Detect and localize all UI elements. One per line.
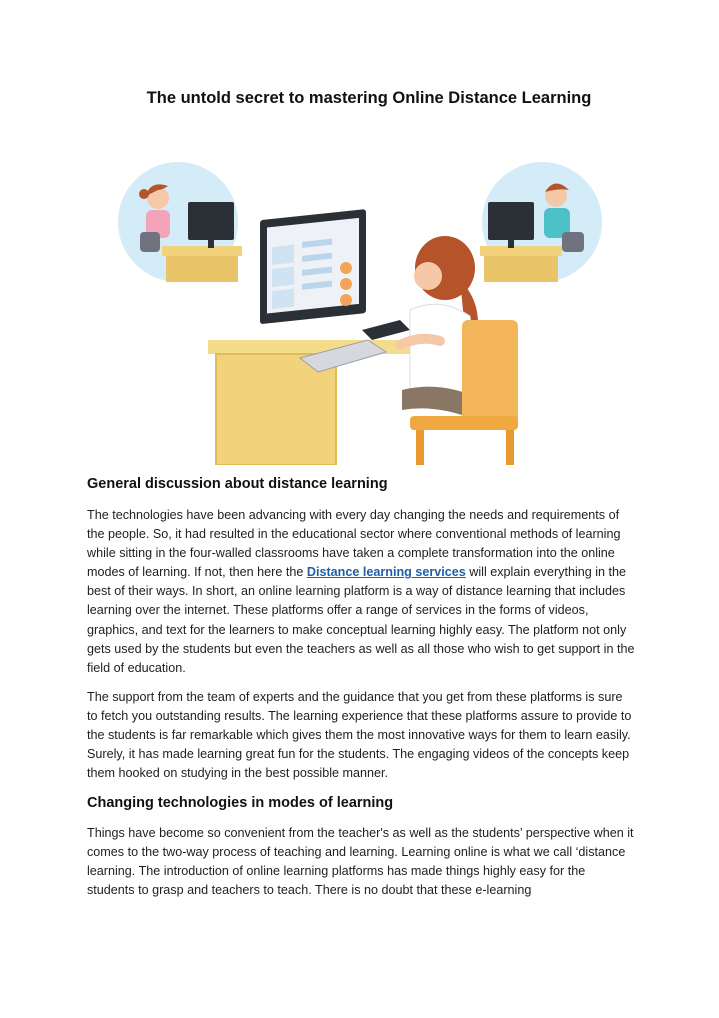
- paragraph-text: The technologies have been advancing with every day changing the needs and requirements of the people. So, it had resulted in the educational sector where conventional methods of learning while sitting in the four-walled classrooms have taken a complete transformation into the online modes of learning. If not, then here the: [87, 508, 621, 580]
- right-teacher-circle: [480, 162, 602, 282]
- section-2-paragraph-1: Things have become so convenient from the teacher's as well as the students’ perspective when it comes to the two-way process of teaching and learning. Learning online is what we call ‘distance learning. The introduction of online learning platforms has made things highly easy for the students to grasp and teachers to teach. There is no doubt that these e-learning: [87, 826, 634, 898]
- section-1-paragraph-1: [87, 506, 635, 678]
- paragraph-text: will explain everything in the best of their ways. In short, an online learning platform is a way of distance learning that includes learning over the internet. These platforms offer a range of services in the forms of videos, graphics, and text for the learners to make conceptual learning highly easy. The platform not only gets used by the students but even the teachers as well as all those who wish to get support in the field of education.: [87, 565, 635, 675]
- student-desk-scene: [208, 209, 518, 465]
- online-learning-illustration: [110, 140, 610, 465]
- section-heading-general-discussion: General discussion about distance learning: [87, 476, 388, 492]
- section-heading-changing-technologies: Changing technologies in modes of learning: [87, 795, 394, 811]
- left-teacher-circle: [118, 162, 242, 282]
- page-title: The untold secret to mastering Online Distance Learning: [146, 89, 592, 107]
- distance-learning-services-link[interactable]: Distance learning services: [306, 565, 466, 580]
- section-1-paragraph-2: The support from the team of experts and the guidance that you get from these platforms is sure to fetch you outstanding results. The learning experience that these platforms assure to provide to the students is far remarkable which gives them the most innovative ways for them to learn easily. Surely, it has made learning great fun for the students. The engaging videos of the concepts keep them hooked on studying in the best possible manner.: [87, 690, 632, 781]
